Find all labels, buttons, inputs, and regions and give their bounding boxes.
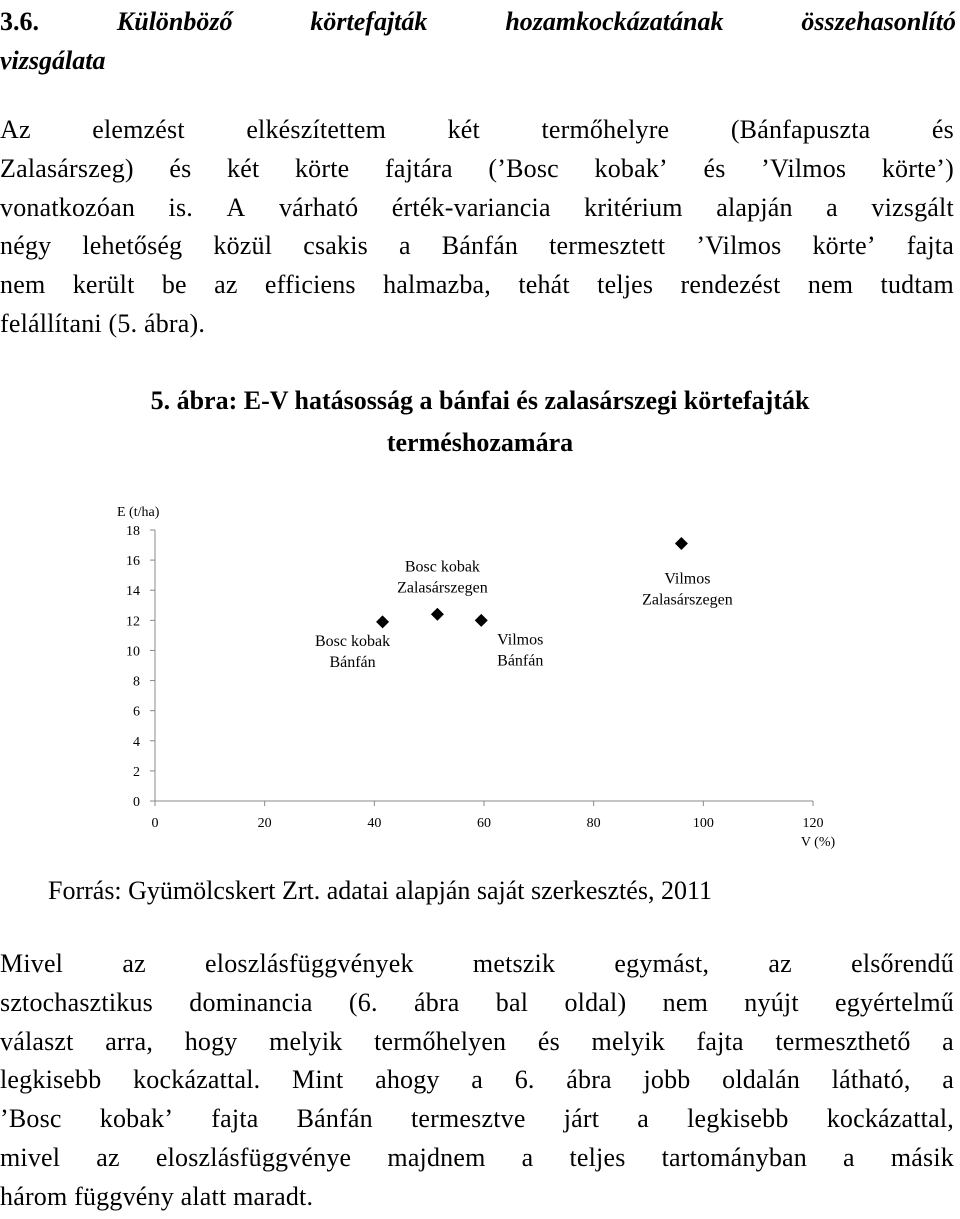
word: ’Vilmos (696, 231, 782, 261)
word: vizsgált (871, 192, 954, 222)
word: fajta (211, 1104, 259, 1134)
word: fajtára (385, 153, 453, 183)
word: a (637, 1104, 650, 1134)
word: a (471, 1065, 484, 1095)
word: a (826, 192, 838, 222)
word: melyik (269, 1026, 343, 1056)
word: sztochasztikus (0, 987, 153, 1017)
word: csakis (303, 231, 368, 261)
word: termeszthető (775, 1026, 911, 1056)
word: Zalasárszeg) (0, 153, 134, 183)
word: az (96, 1142, 120, 1172)
data-point-label: Bosc kobak (404, 558, 480, 576)
word: hogy (184, 1026, 238, 1056)
paragraph-line (0, 945, 954, 984)
word: a (942, 1026, 954, 1056)
word: másik (890, 1142, 954, 1172)
word: kobak’ (594, 153, 668, 183)
paragraph-line (0, 150, 954, 189)
x-tick-label: 80 (586, 816, 601, 831)
word: négy (0, 231, 52, 261)
word: rendezést (680, 270, 781, 300)
word: tudtam (880, 270, 954, 300)
y-tick-label: 10 (126, 644, 140, 660)
word: A (226, 192, 246, 222)
paragraph-line (0, 227, 954, 266)
word: egymást, (614, 949, 710, 978)
y-tick-label: 16 (126, 554, 140, 570)
word: körte’ (812, 231, 876, 261)
word: eloszlásfüggvények (205, 949, 414, 978)
word: Mint (292, 1065, 344, 1095)
word: teljes (597, 270, 654, 300)
paragraph-last-line: felállítani (5. ábra). (0, 308, 206, 338)
word: nyújt (744, 987, 799, 1017)
word: fajta (696, 1026, 744, 1056)
data-point-label: Bánfán (329, 653, 376, 671)
paragraph-line (0, 1139, 954, 1178)
word: (’Bosc (488, 153, 559, 183)
word: efficiens (264, 270, 356, 300)
word: az (768, 949, 792, 978)
paragraph-dominance (0, 945, 954, 1217)
y-tick-label: 8 (133, 674, 140, 690)
word: metszik (472, 949, 556, 978)
data-point-diamond (475, 614, 488, 627)
word: Az (0, 115, 31, 144)
data-point-label: Zalasárszegen (397, 579, 488, 597)
word: melyik (591, 1026, 665, 1056)
word: vonatkozóan (0, 192, 136, 222)
figure-caption-line-1: 5. ábra: E-V hatásosság a bánfai és zalasárszegi körtefajták (150, 386, 810, 415)
word: Mivel (0, 949, 64, 978)
word: termőhelyen (374, 1026, 507, 1056)
y-tick-label: 2 (133, 764, 140, 780)
figure-caption (0, 380, 960, 464)
data-point-label: Bosc kobak (315, 632, 391, 650)
data-point-diamond (431, 608, 444, 621)
word: körte (294, 153, 350, 183)
word: tehát (518, 270, 570, 300)
word: két (447, 115, 480, 144)
paragraph-line (0, 111, 954, 150)
x-tick-label: 40 (367, 816, 382, 831)
section-heading (0, 2, 956, 80)
paragraph-line (0, 266, 954, 305)
word: (Bánfapuszta (730, 115, 871, 144)
word: látható, (831, 1065, 911, 1095)
word: termesztett (549, 231, 666, 261)
word: ’Bosc (0, 1104, 62, 1134)
word: 6. (514, 1065, 535, 1095)
word: bal (495, 987, 529, 1017)
figure-source: Forrás: Gyümölcskert Zrt. adatai alapján saját szerkesztés, 2011 (48, 876, 712, 905)
data-point-label: Vilmos (497, 631, 544, 649)
word: kobak’ (99, 1104, 174, 1134)
word: ’Vilmos (761, 153, 847, 183)
heading-word: körtefajták (310, 7, 428, 36)
x-tick-label: 100 (692, 816, 714, 831)
word: kockázattal. (133, 1065, 261, 1095)
word: majdnem (387, 1142, 486, 1172)
word: nem (0, 270, 46, 300)
y-tick-label: 4 (133, 734, 140, 750)
word: elemzést (92, 115, 185, 144)
word: az (214, 270, 238, 300)
data-point-diamond (675, 537, 688, 550)
word: és (537, 1026, 560, 1056)
paragraph-line (0, 1061, 954, 1100)
y-tick-label: 12 (126, 614, 140, 630)
word: kockázattal, (826, 1104, 954, 1134)
word: tartományban (661, 1142, 807, 1172)
word: is. (168, 192, 193, 222)
paragraph-line (0, 1100, 954, 1139)
data-point-label: Vilmos (664, 570, 711, 588)
word: eloszlásfüggvénye (155, 1142, 352, 1172)
word: ábra (566, 1065, 612, 1095)
word: a (843, 1142, 855, 1172)
word: az (122, 949, 146, 978)
word: a (521, 1142, 534, 1172)
heading-line-2: vizsgálata (0, 46, 106, 75)
word: elsőrendű (851, 949, 954, 978)
data-point-label: Zalasárszegen (642, 591, 733, 609)
x-tick-label: 0 (151, 816, 159, 831)
y-axis-label: E (t/ha) (117, 505, 160, 520)
heading-line-1 (0, 2, 956, 41)
word: választ (0, 1026, 74, 1056)
data-point-diamond (376, 615, 389, 628)
y-tick-label: 6 (133, 704, 140, 720)
paragraph-last-line: három függvény alatt maradt. (0, 1181, 314, 1211)
word: került (72, 270, 135, 300)
ev-scatter-chart (0, 498, 960, 858)
paragraph-line (0, 189, 954, 228)
paragraph-line (0, 1023, 954, 1062)
word: a (398, 231, 411, 261)
word: termesztve (410, 1104, 526, 1134)
word: kritérium (584, 192, 683, 222)
heading-word: Különböző (116, 7, 233, 36)
word: be (161, 270, 187, 300)
word: legkisebb (0, 1065, 102, 1095)
word: érték-variancia (391, 192, 551, 222)
paragraph-line (0, 984, 954, 1023)
word: és (931, 115, 954, 144)
word: oldalán (722, 1065, 801, 1095)
x-tick-label: 120 (802, 816, 824, 831)
word: termőhelyre (541, 115, 670, 144)
section-number: 3.6. (0, 7, 39, 36)
word: Bánfán (441, 231, 519, 261)
word: lehetőség (82, 231, 183, 261)
figure-caption-line-2: terméshozamára (386, 428, 574, 457)
word: halmazba, (383, 270, 491, 300)
heading-word: hozamkockázatának (505, 7, 724, 36)
word: várható (278, 192, 359, 222)
y-tick-label: 0 (133, 795, 140, 810)
word: nem (807, 270, 854, 300)
word: közül (213, 231, 273, 261)
word: fajta (906, 231, 954, 261)
word: teljes (569, 1142, 626, 1172)
word: ábra (413, 987, 460, 1017)
word: és (703, 153, 726, 183)
y-tick-label: 14 (126, 584, 140, 600)
data-point-label: Bánfán (497, 652, 544, 670)
word: egyértelmű (835, 987, 954, 1017)
x-tick-label: 20 (257, 816, 272, 831)
word: oldal) (564, 987, 627, 1017)
word: arra, (105, 1026, 154, 1056)
paragraph-intro (0, 111, 954, 344)
word: ahogy (375, 1065, 440, 1095)
word: a (942, 1065, 954, 1095)
y-tick-label: 18 (126, 524, 140, 539)
word: jobb (643, 1065, 691, 1095)
word: mivel (0, 1142, 61, 1172)
x-axis-label: V (%) (800, 835, 836, 850)
word: dominancia (189, 987, 313, 1017)
x-tick-label: 60 (477, 816, 491, 831)
word: járt (563, 1104, 600, 1134)
word: körte’) (881, 153, 954, 183)
word: nem (662, 987, 708, 1017)
word: alapján (716, 192, 793, 222)
word: elkészítettem (246, 115, 387, 144)
word: legkisebb (687, 1104, 789, 1134)
word: két (227, 153, 260, 183)
word: (6. (348, 987, 378, 1017)
word: és (169, 153, 192, 183)
heading-word: összehasonlító (801, 7, 956, 36)
word: Bánfán (296, 1104, 373, 1134)
